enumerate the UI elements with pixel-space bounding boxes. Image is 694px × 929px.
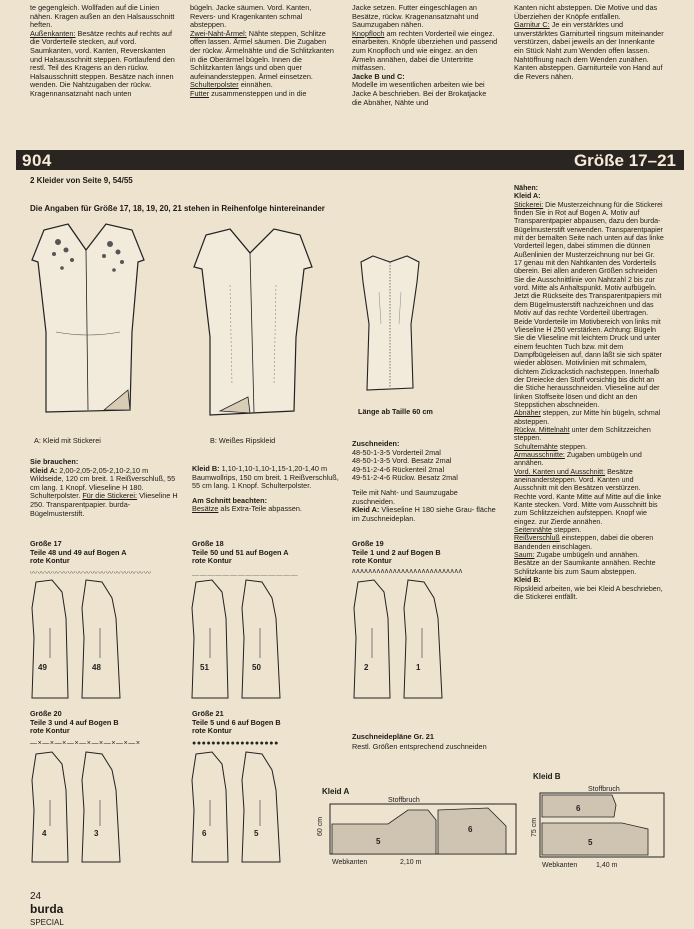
piece-number: 5 [254,829,259,838]
cutplan-title: Zuschneidepläne Gr. 21 [352,732,434,741]
pattern-note-title: Am Schnitt beachten: [192,495,268,505]
pattern-note-text: als Extra-Teile abpassen. [218,504,302,514]
top-col3-subheading: Jacke B und C: [352,71,405,81]
top-col1-heading: Außenkanten: [30,28,76,38]
sewing-back-seam-head: Rückw. Mittelnaht [514,425,570,434]
sewing-front-edges-head: Vord. Kanten und Ausschnitt: [514,467,606,476]
cutplan-a-label: Kleid A [322,787,350,796]
brand-special: SPECIAL [30,918,64,927]
cutting-title: Zuschneiden: [352,439,400,448]
piece-number: 1 [416,663,421,672]
top-col2-heading-3: Futter [190,88,210,98]
top-col1-text: te gegengleich. Wollfaden auf die Linien nähen. Kragen außen an den Halsausschnitt heften. [30,3,175,30]
top-col4-text: Kanten nicht absteppen. Die Motive und das Überziehen der Knöpfe entfallen. [514,3,658,21]
top-col3-heading: Knopfloch [352,28,385,38]
sewing-zipper-head: Reißverschluß [514,534,560,543]
top-column-3 [352,4,498,107]
materials-b-block [192,465,340,514]
brand-logo: burda [30,902,64,916]
pattern-pieces-size-17 [28,578,138,703]
cutting-a-head: Kleid A: [352,505,380,515]
contour-line-marker: ●●●●●●●●●●●●●●●●●● [192,740,279,747]
page-footer [30,879,64,929]
size-18-header [192,540,342,566]
sewing-shoulder-text: steppen. [557,442,587,451]
top-col2-text-d: zusammensteppen und in die [209,88,307,98]
cutplan-header [352,733,552,742]
cutplan-a-selvage: Webkanten [332,859,368,866]
size-19-parts: Teile 1 und 2 auf Bogen B [352,547,441,557]
sewing-armhole-text: Zugaben umbügeln und annähen. [514,451,642,468]
piece-number: 50 [252,663,261,672]
size-18-parts: Teile 50 und 51 auf Bogen A [192,547,289,557]
size-20-title: Größe 20 [30,709,62,718]
dress-b-label: B: Weißes Ripskleid [210,436,276,445]
top-col2-text-b: Nähte steppen, Schlitze offen lassen. Ärmel säumen. Die Zugaben der rückw. Ärmelnähte und die Schlitzkanten in die Oberärmel bügeln. Innen die Schlitzkanten längs und oben quer aufeinandersteppen. Ärmel einsetzen. [190,28,334,81]
cutplan-a-length: 2,10 m [400,859,422,866]
size-21-header [192,710,342,736]
cutplan-b-width: 75 cm [531,817,538,837]
piece-number: 49 [38,663,47,672]
top-col2-heading: Zwei-Naht-Ärmel: [190,28,247,38]
sewing-hem-text: Zugabe umbügeln und annähen. Besätze an der Saumkante annähen. Rechte Schlitzkante bis zum Saum absteppen. [514,551,656,576]
contour-line-marker: 〰〰〰〰〰〰〰〰〰〰〰〰〰〰〰〰 [30,570,152,577]
top-col2-text: bügeln. Jacke säumen. Vord. Kanten, Revers- und Kragenkanten schmal absteppen. [190,3,312,30]
materials-a-text-2: Vlieseline H 250. Transparentpapier. burda-Bügelmusterstift. [30,491,178,518]
cutplan-a-width: 60 cm [317,816,324,836]
size-17-header [30,540,180,566]
intro-text: Die Angaben für Größe 17, 18, 19, 20, 21 stehen in Reihenfolge hintereinander [30,204,325,213]
piece-number: 6 [202,829,207,838]
piece-number: 6 [468,825,473,834]
pattern-note-facings: Besätze [192,504,219,514]
cutplan-b-selvage: Webkanten [542,862,578,869]
contour-line-marker: ＿＿＿＿＿＿＿＿＿＿＿＿＿＿ [192,570,299,577]
size-20-parts: Teile 3 und 4 auf Bogen B [30,717,119,727]
contour-line-marker: —×—×—×—×—×—×—×—×—× [30,740,141,747]
top-column-4 [514,4,664,81]
size-19-title: Größe 19 [352,539,384,548]
cutplan-subtitle: Restl. Größen entsprechend zuschneiden [352,742,487,751]
top-col3-text: Jacke setzen. Futter eingeschlagen an Besätze, rückw. Kragenansatznaht und Saumzugaben nähen. [352,3,479,30]
top-col3-text-c: Modelle im wesentlichen arbeiten wie bei Jacke A beschrieben. Bei der Brokatjacke die Abnäher, Nähte und [352,80,487,107]
sewing-darts-text: steppen, zur Mitte hin bügeln, schmal absteppen. [514,409,661,426]
size-19-contour: rote Kontur [352,556,392,566]
piece-number: 3 [94,829,99,838]
piece-number: 48 [92,663,101,672]
cutting-line: 49-51-2-4-6 Rückw. Besatz 2mal [352,473,458,483]
piece-number: 51 [200,663,209,672]
sewing-title: Nähen: [514,184,539,192]
top-col3-text-b: am rechten Vorderteil wie eingez. einarbeiten. Knöpfe überziehen und passend zum Knopfloch und wie eingez. an den Ärmeln annähen, dabei die Untertritte mitfassen. [352,28,498,73]
sewing-embroidery-text: Die Musterzeichnung für die Stickerei finden Sie in Rot auf Bogen A. Motiv auf Transparentpapier abpausen, dazu den burda-Bügelmusterstift verwenden. Transparentpapier mit der bemalten Seite nach unten auf das linke Vorderteil legen, dabei stimmen die dünnen Außenlinien der Musterzeichnung nur bei Gr. 17 genau mit den Nahtkanten des Vorderteils überein. Bei allen anderen Größen schneiden Sie die Ausschnittlinie von Nahtzahl 2 bis zur vord. Mitte als Anhaltspunkt. Motiv aufbügeln. Jetzt die Rückseite des Transparentpapiers mit dem Bügelmusterstift nachzeichnen und das Motiv auf das rechte Vorderteil übertragen. Beide Vorderteile im Motivbereich von links mit Vlieseline H 250 verstärken. Achtung: Bügeln Sie die Vlieseline mit leichtem Druck und unter einem feuchten Tuch bzw. mit dem Dampfbügeleisen auf, dann läßt sie sich später wieder ablösen. Motivlinien mit schmalem, dichtem Zickzackstich nachsteppen. Innerhalb der Dreiecke den Stoff vorsichtig bis dicht an die Stiche herausschneiden. Vlieseline auf der linken Stoffseite lösen und dicht an den Steppstichen abschneiden. [514,200,664,409]
cutting-line: 49-51-2-4-6 Rückenteil 2mal [352,464,445,474]
size-17-contour: rote Kontur [30,556,70,566]
materials-a-text: 2,00-2,05-2,05-2,10-2,10 m Wildseide, 120 cm breit. 1 Reißverschluß, 55 cm lang. 1 Knopf. Vlieseline H 180. Schulterpolster. [30,465,176,501]
cutting-block [352,440,502,523]
pattern-header-bar [16,150,684,170]
materials-b-text: 1,10-1,10-1,10-1,15-1,20-1,40 m Baumwollrips, 150 cm breit. 1 Reißverschluß, 55 cm lang. 1 Knopf. Schulterpolster. [192,464,339,491]
size-21-title: Größe 21 [192,709,224,718]
cutting-note: Teile mit Naht- und Saumzugabe zuschneiden. [352,487,458,506]
subtitle: 2 Kleider von Seite 9, 54/55 [30,176,133,185]
materials-block [30,458,180,518]
sewing-instructions [514,184,664,601]
size-21-contour: rote Kontur [192,726,232,736]
pattern-pieces-size-19 [350,578,460,703]
pattern-pieces-size-18 [188,578,298,703]
cutplan-a-fold: Stoffbruch [388,797,420,804]
sewing-kleid-b-text: Ripskleid arbeiten, wie bei Kleid A beschrieben, die Stickerei entfällt. [514,584,663,601]
cutplan-b-label: Kleid B [533,772,561,781]
materials-b-head: Kleid B: [192,464,220,473]
size-20-header [30,710,180,736]
top-col1-text-b: Besätze rechts auf rechts auf die Vorderteile stecken, auf vord. Saumkanten, vord. Kanten, Reverskanten und Halsausschnitt steppen. Fortlaufend den restl. Teil des Kragens an den rückw. Halsausschnitt steppen. Besätze nach innen wenden. Die Nahtzugaben der rückw. Kragennansatznaht nach unten [30,28,175,98]
size-19-header [352,540,502,566]
piece-number: 5 [376,837,381,846]
sewing-embroidery-head: Stickerei: [514,200,544,209]
sewing-zipper-text: einsteppen, dabei die oberen Bandenden einschlagen. [514,534,654,551]
sewing-hem-head: Saum: [514,551,535,560]
sewing-side-seams-text: steppen. [551,526,582,535]
size-21-parts: Teile 5 und 6 auf Bogen B [192,717,281,727]
size-20-contour: rote Kontur [30,726,70,736]
materials-title: Sie brauchen: [30,457,79,466]
sewing-armhole-head: Armausschnitte: [514,451,565,459]
cutting-line: 48-50-1-3-5 Vorderteil 2mal [352,447,441,457]
cutplan-b-diagram [528,783,678,873]
top-col2-text-c: einnähen. [238,80,273,90]
cutting-line: 48-50-1-3-5 Vord. Besatz 2mal [352,456,452,466]
materials-a-embroidery: Für die Stickerei: [82,491,138,501]
pattern-pieces-size-20 [28,750,138,875]
sewing-shoulder-head: Schulternähte [514,442,558,451]
sewing-side-seams-head: Seitennähte [514,526,552,535]
size-18-contour: rote Kontur [192,556,232,566]
size-17-parts: Teile 48 und 49 auf Bogen A [30,547,127,557]
back-length-label: Länge ab Taille 60 cm [358,407,433,416]
pattern-number: 904 [22,151,52,170]
sewing-front-edges-text: Besätze aneinandersteppen. Vord. Kanten und Ausschnitt mit den Besätzen verstürzen. Rechte vord. Kante Mitte auf Mitte auf die linke Kante stecken. Vord. Mitte vom Ausschnitt bis zum Schlitzzeichen aufsteppen. Knopf wie eingez. zur Zierde annähen. [514,467,662,526]
sewing-back-seam-text: unter dem Schlitzzeichen steppen. [514,425,651,443]
piece-number: 2 [364,663,369,672]
cutplan-a-diagram [318,796,523,868]
size-18-title: Größe 18 [192,539,224,548]
piece-number: 5 [588,838,593,847]
cutting-a-text: Vlieseline H 180 siehe Grau- fläche im Zuschneideplan. [352,505,496,523]
sewing-kleid-a: Kleid A: [514,192,541,201]
dress-a-label: A: Kleid mit Stickerei [34,436,101,445]
top-col2-heading-2: Schulterpolster [190,80,239,90]
dress-back-illustration [355,252,425,402]
piece-number: 6 [576,804,581,813]
dress-a-illustration [28,220,148,430]
size-17-title: Größe 17 [30,539,62,548]
top-column-2 [190,4,336,99]
dress-b-illustration [190,225,315,430]
materials-a-head: Kleid A: [30,465,58,475]
contour-line-marker: ʌʌʌʌʌʌʌʌʌʌʌʌʌʌʌʌʌʌʌʌʌʌʌʌʌʌʌ [352,568,463,575]
sewing-darts-head: Abnäher [514,409,541,418]
cutplan-b-length: 1,40 m [596,862,618,869]
top-col4-text-b: Je ein verstärktes und unverstärktes Garniturteil ringsum miteinander verstürzen, dabei jeweils an der Innenkante ein Stück Naht zum Wenden offen lassen. Nahtöffnung nach dem Wenden zunähen. Kanten absteppen. Garniturteile von Hand auf die Revers nähen. [514,20,664,81]
piece-number: 4 [42,829,47,838]
page-number: 24 [30,891,42,902]
cutplan-b-fold: Stoffbruch [588,786,620,793]
pattern-pieces-size-21 [188,750,298,875]
sewing-kleid-b: Kleid B: [514,576,541,585]
top-column-1 [30,4,178,99]
size-range: Größe 17–21 [573,151,676,170]
top-col4-heading: Garnitur C: [514,20,550,30]
